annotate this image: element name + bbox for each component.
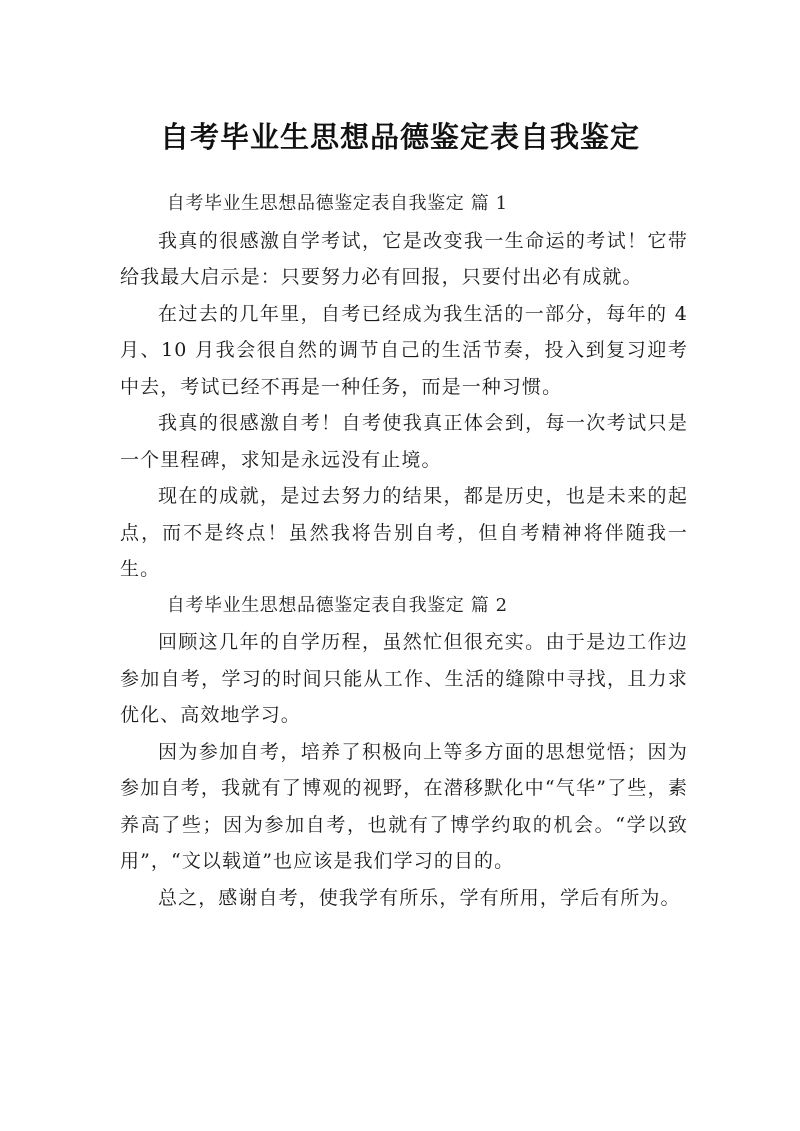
paragraph: 我真的很感激自考！自考使我真正体会到，每一次考试只是一个里程碑，求知是永远没有止境。 — [120, 412, 688, 471]
paragraph: 因为参加自考，培养了积极向上等多方面的思想觉悟；因为参加自考，我就有了博观的视野，在潜移默化中“气华”了些，素养高了些；因为参加自考，也就有了博学约取的机会。“学以致用”，“文以载道”也应该是我们学习的目的。 — [120, 740, 688, 872]
document-body — [120, 186, 688, 916]
paragraph: 在过去的几年里，自考已经成为我生活的一部分，每年的 4 月、10 月我会很自然的调节自己的生活节奏，投入到复习迎考中去，考试已经不再是一种任务，而是一种习惯。 — [120, 302, 688, 398]
paragraph: 我真的很感激自学考试，它是改变我一生命运的考试！它带给我最大启示是：只要努力必有回报，只要付出必有成就。 — [120, 229, 688, 288]
section-heading-1: 自考毕业生思想品德鉴定表自我鉴定 篇 1 — [166, 193, 508, 214]
document-title: 自考毕业生思想品德鉴定表自我鉴定 — [159, 120, 640, 155]
section-heading-2: 自考毕业生思想品德鉴定表自我鉴定 篇 2 — [166, 594, 508, 616]
paragraph: 现在的成就，是过去努力的结果，都是历史，也是未来的起点，而不是终点！虽然我将告别自考，但自考精神将伴随我一生。 — [120, 485, 688, 580]
paragraph: 总之，感谢自考，使我学有所乐，学有所用，学后有所为。 — [158, 886, 681, 909]
paragraph: 回顾这几年的自学历程，虽然忙但很充实。由于是边工作边参加自考，学习的时间只能从工作、生活的缝隙中寻找，且力求优化、高效地学习。 — [120, 631, 688, 726]
